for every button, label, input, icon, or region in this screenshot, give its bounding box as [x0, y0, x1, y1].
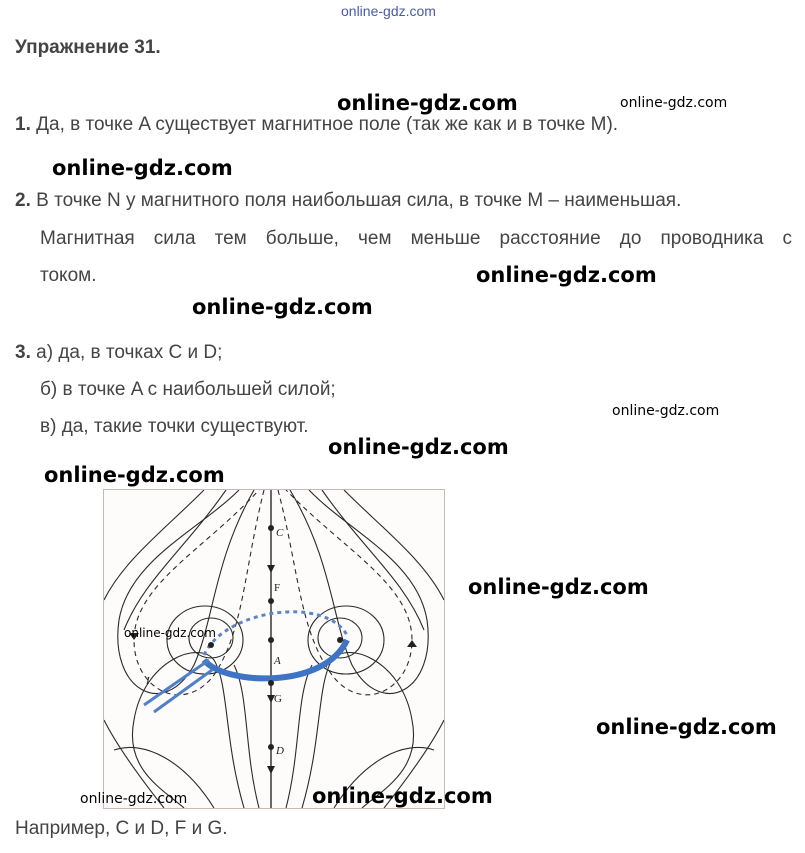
point-marker	[268, 598, 274, 604]
watermark: online-gdz.com	[476, 263, 657, 287]
point-marker	[268, 637, 274, 643]
watermark: online-gdz.com	[328, 435, 509, 459]
label-g: G	[274, 693, 282, 705]
field-line	[104, 490, 204, 600]
exercise-title: Упражнение 31.	[15, 37, 161, 58]
watermark: online-gdz.com	[52, 156, 233, 180]
field-line	[322, 490, 424, 630]
watermark: online-gdz.com	[80, 791, 188, 807]
answer-number: 2.	[15, 190, 31, 211]
answer-text: Магнитная сила тем больше, чем меньше расстояние до проводника с	[40, 228, 792, 249]
arrow-icon	[267, 766, 275, 774]
point-marker	[337, 637, 343, 643]
point-marker	[268, 680, 274, 686]
answer-item-1	[15, 114, 618, 136]
watermark: online-gdz.com	[192, 295, 373, 319]
answer-text: б) в точке A с наибольшей силой;	[40, 379, 336, 400]
point-marker	[208, 642, 214, 648]
label-c: C	[276, 527, 284, 539]
watermark: online-gdz.com	[337, 91, 518, 115]
answer-text: током.	[40, 265, 97, 286]
watermark: online-gdz.com	[124, 626, 216, 640]
answer-text: В точке N у магнитного поля наибольшая сила, в точке M – наименьшая.	[36, 190, 682, 211]
watermark: online-gdz.com	[341, 3, 436, 19]
watermark: online-gdz.com	[612, 403, 720, 419]
field-lines-diagram	[104, 490, 444, 808]
point-marker	[268, 744, 274, 750]
watermark: online-gdz.com	[468, 575, 649, 599]
answer-number: 1.	[15, 114, 31, 135]
arrow-icon	[407, 640, 417, 647]
answer-text: Да, в точке A существует магнитное поле (так же как и в точке M).	[36, 114, 619, 135]
watermark: online-gdz.com	[44, 463, 225, 487]
example-note: Например, C и D, F и G.	[15, 818, 228, 839]
answer-item-3	[15, 342, 222, 364]
answer-text: а) да, в точках C и D;	[36, 342, 223, 363]
label-d: D	[276, 745, 284, 757]
label-f: F	[274, 582, 281, 594]
point-marker	[268, 525, 274, 531]
answer-number: 3.	[15, 342, 31, 363]
field-line	[134, 490, 264, 695]
watermark: online-gdz.com	[312, 784, 493, 808]
field-line	[234, 665, 259, 808]
answer-text: в) да, такие точки существуют.	[40, 416, 309, 437]
answer-item-2	[15, 190, 681, 212]
magnetic-field-figure	[103, 489, 445, 809]
field-line	[290, 490, 428, 693]
arrow-icon	[267, 565, 275, 573]
watermark: online-gdz.com	[596, 715, 777, 739]
label-a: A	[274, 655, 281, 667]
field-line	[344, 490, 444, 600]
watermark: online-gdz.com	[620, 95, 728, 111]
label-i: I	[146, 675, 150, 687]
current-loop-back	[204, 612, 347, 655]
